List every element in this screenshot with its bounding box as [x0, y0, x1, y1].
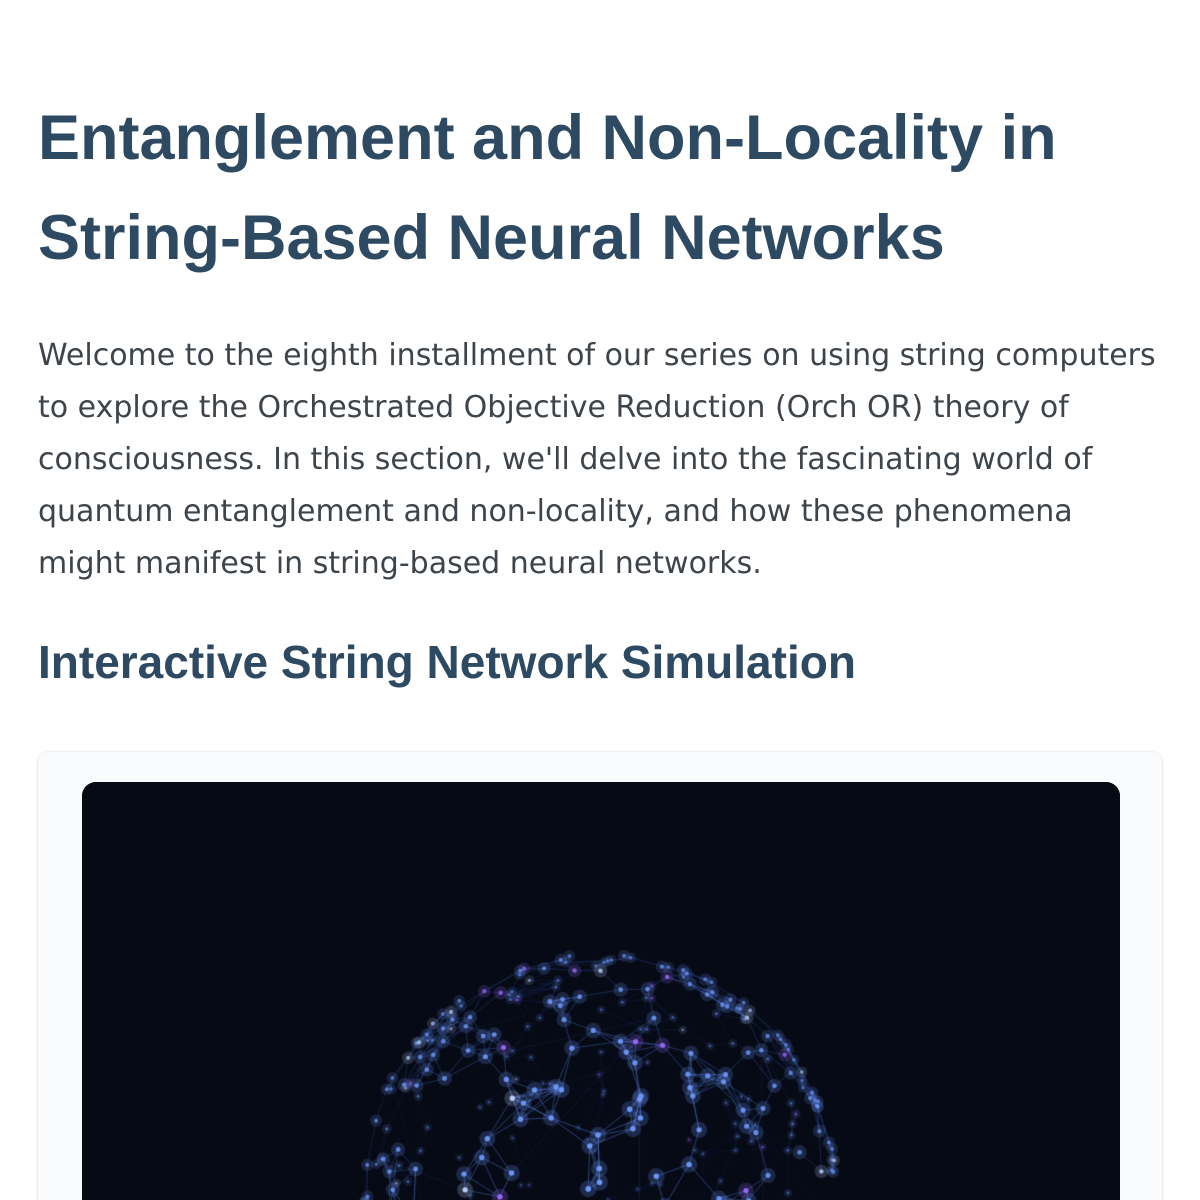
section-heading: Interactive String Network Simulation	[38, 636, 856, 688]
intro-paragraph: Welcome to the eighth installment of our series on using string computers to explore the Orchestrated Objective Reduction (Orch OR) theory of consciousness. In this section, we'll delve into the fascinating world of quantum entanglement and non-locality, and how these phenomena might manifest in string-based neural networks.	[38, 338, 1156, 581]
string-network-canvas[interactable]	[82, 782, 1120, 1200]
article-page	[0, 88, 1200, 1200]
simulation-card	[38, 752, 1162, 1200]
page-title: Entanglement and Non-Locality in String-Based Neural Networks	[38, 103, 1057, 273]
